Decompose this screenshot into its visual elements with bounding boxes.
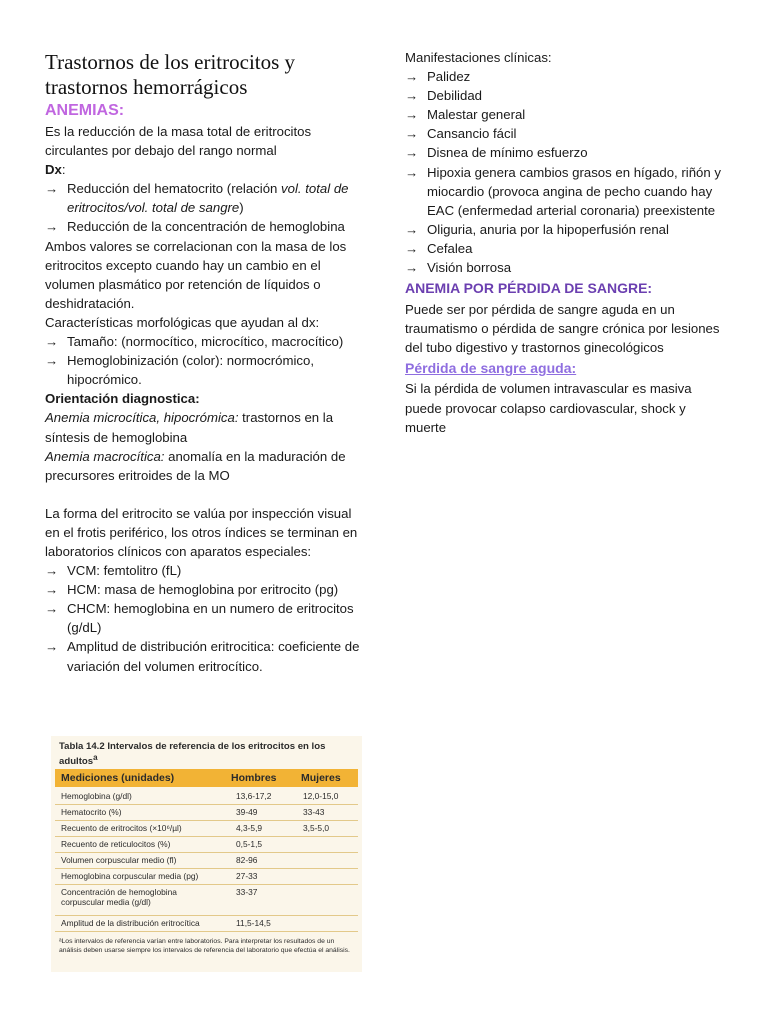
manifestation-item: [405, 220, 730, 239]
table-col-men: Hombres: [231, 772, 277, 784]
morph-item-color: [45, 351, 365, 389]
arrow-icon: →: [45, 601, 59, 617]
arrow-icon: →: [405, 69, 419, 85]
dx-item1-italic: vol. total de eritrocitos/vol. total de sangre: [67, 181, 349, 216]
title-line-2: trastornos hemorrágicos: [45, 75, 248, 99]
manifestation-text: Cansancio fácil: [427, 126, 517, 142]
index-item-vcm: [45, 561, 365, 580]
reference-table-image: [51, 736, 362, 972]
morph-item-size: [45, 332, 365, 351]
manifestations-list: [405, 67, 730, 277]
arrow-icon: →: [45, 334, 59, 350]
index-item1-text: VCM: femtolitro (fL): [67, 563, 182, 579]
left-column: [45, 50, 365, 676]
manifestation-item: [405, 67, 730, 86]
title-line-1: Trastornos de los eritrocitos y: [45, 50, 296, 74]
arrow-icon: →: [45, 639, 59, 655]
table-col-women: Mujeres: [301, 772, 341, 784]
arrow-icon: →: [405, 240, 419, 256]
dx-label: Dx: [45, 162, 62, 178]
dx-colon: :: [61, 162, 66, 178]
anemias-heading: ANEMIAS:: [45, 102, 125, 119]
blood-loss-text: Puede ser por pérdida de sangre aguda en un traumatismo o pérdida de sangre crónica por lesiones del tubo digestivo y trastornos ginecológicos: [405, 302, 720, 356]
table-cell-men: 39-49: [236, 807, 258, 817]
manifestation-item: [405, 239, 730, 258]
manifestation-item: [405, 124, 730, 143]
table-cell-name: Recuento de reticulocitos (%): [61, 839, 171, 849]
manifestation-item: [405, 143, 730, 162]
arrow-icon: →: [45, 219, 59, 235]
table-cell-name: Amplitud de la distribución eritrocítica: [61, 918, 200, 928]
arrow-icon: →: [405, 164, 419, 180]
manifestation-item: [405, 258, 730, 277]
manifestation-text: Cefalea: [427, 240, 473, 256]
table-caption-text: Tabla 14.2 Intervalos de referencia de los eritrocitos en los adultos: [59, 741, 326, 768]
arrow-icon: →: [405, 145, 419, 161]
manifestation-text: Visión borrosa: [427, 260, 512, 276]
table-row: [55, 820, 358, 837]
manifestation-text: Debilidad: [427, 88, 482, 104]
table-cell-men: 82-96: [236, 855, 258, 865]
index-item-chcm: [45, 599, 365, 637]
blood-loss-heading: ANEMIA POR PÉRDIDA DE SANGRE:: [405, 280, 653, 297]
table-col-measure: Mediciones (unidades): [61, 772, 175, 784]
anemia-definition: Es la reducción de la masa total de eritrocitos circulantes por debajo del rango normal: [45, 124, 312, 159]
morphology-intro: Características morfológicas que ayudan al dx:: [45, 314, 320, 330]
table-cell-men: 4,3-5,9: [236, 823, 263, 833]
manifestation-text: Malestar general: [427, 107, 526, 123]
table-cell-name: Hemoglobina (g/dl): [61, 791, 132, 801]
arrow-icon: →: [405, 107, 419, 123]
acute-loss-heading[interactable]: Pérdida de sangre aguda:: [405, 360, 577, 377]
index-item-rdw: [45, 637, 365, 675]
acute-loss-text: Si la pérdida de volumen intravascular es masiva puede provocar colapso cardiovascular, shock y muerte: [405, 381, 692, 435]
dx-item1-close: ): [239, 200, 244, 216]
orient1-italic: Anemia microcítica, hipocrómica:: [45, 410, 239, 426]
arrow-icon: →: [405, 126, 419, 142]
arrow-icon: →: [45, 582, 59, 598]
manifestations-intro: Manifestaciones clínicas:: [405, 50, 552, 65]
manifestation-text: Hipoxia genera cambios grasos en hígado, riñón y miocardio (provoca angina de pecho cuando hay EAC (enfermedad arterial coronaria) preexistente: [427, 164, 721, 218]
indices-list: [45, 561, 365, 676]
orient2-text: anomalía en la maduración de precursores eritroides de la MO: [45, 448, 346, 483]
table-row: [55, 868, 358, 885]
table-header: [55, 769, 358, 787]
orientation-macrocytic: [45, 447, 365, 485]
table-cell-men: 13,6-17,2: [236, 791, 272, 801]
morph-item2-text: Hemoglobinización (color): normocrómico, hipocrómico.: [67, 353, 314, 388]
dx-list: [45, 179, 365, 236]
dx-item2-text: Reducción de la concentración de hemoglobina: [67, 219, 345, 235]
orient1-text: trastornos en la síntesis de hemoglobina: [45, 410, 334, 445]
morph-item1-text: Tamaño: (normocítico, microcítico, macrocítico): [67, 334, 344, 350]
index-item2-text: HCM: masa de hemoglobina por eritrocito (pg): [67, 582, 339, 598]
table-cell-name: Concentración de hemoglobina corpuscular media (g/dl): [61, 887, 177, 907]
table-cell-women: 33-43: [303, 807, 325, 817]
table-row: [55, 788, 358, 805]
morphology-list: [45, 332, 365, 389]
arrow-icon: →: [405, 88, 419, 104]
manifestation-item: [405, 86, 730, 105]
dx-item-hemoglobin: [45, 217, 365, 236]
table-cell-name: Hematocrito (%): [61, 807, 122, 817]
orient2-italic: Anemia macrocítica:: [45, 448, 165, 464]
table-cell-men: 11,5-14,5: [236, 918, 271, 928]
orientation-heading: Orientación diagnostica:: [45, 391, 200, 407]
table-row: [55, 852, 358, 869]
manifestation-text: Palidez: [427, 69, 471, 85]
right-column: [405, 48, 730, 437]
table-caption-sup: a: [93, 753, 98, 762]
correlation-paragraph: Ambos valores se correlacionan con la masa de los eritrocitos excepto cuando hay un cambio en el volumen plasmático por retención de líquidos o deshidratación.: [45, 238, 347, 311]
table-cell-name: Volumen corpuscular medio (fl): [61, 855, 177, 865]
table-cell-women: 12,0-15,0: [303, 791, 339, 801]
manifestation-text: Oliguria, anuria por la hipoperfusión renal: [427, 221, 669, 237]
dx-item-hematocrit: [45, 179, 365, 217]
table-cell-men: 27-33: [236, 871, 258, 881]
manifestation-text: Disnea de mínimo esfuerzo: [427, 145, 588, 161]
table-footnote: ᵃLos intervalos de referencia varían entre laboratorios. Para interpretar los resultados de un análisis deben usarse siempre los intervalos de referencia del laboratorio que efectúa el análisis.: [59, 938, 350, 954]
table-cell-name: Recuento de eritrocitos (×10⁶/µl): [61, 823, 182, 833]
table-row: [55, 884, 358, 916]
index-item-hcm: [45, 580, 365, 599]
dx-item1-text: Reducción del hematocrito (relación: [67, 181, 282, 197]
orientation-microcytic: [45, 408, 365, 446]
table-cell-women: 3,5-5,0: [303, 823, 330, 833]
table-row: [55, 804, 358, 821]
dx-label-line: [45, 160, 365, 179]
manifestation-item: [405, 105, 730, 124]
table-cell-men: 0,5-1,5: [236, 839, 263, 849]
manifestation-item: [405, 163, 730, 220]
index-item3-text: CHCM: hemoglobina en un numero de eritrocitos (g/dL): [67, 601, 354, 636]
page-title: [45, 50, 365, 100]
table-row: [55, 836, 358, 853]
shape-paragraph: La forma del eritrocito se valúa por inspección visual en el frotis periférico, los otros índices se terminan en laboratorios clínicos con aparatos especiales:: [45, 505, 358, 559]
table-cell-men: 33-37: [236, 887, 258, 897]
arrow-icon: →: [405, 260, 419, 276]
spacer: [45, 485, 365, 504]
arrow-icon: →: [405, 221, 419, 237]
table-cell-name: Hemoglobina corpuscular media (pg): [61, 871, 199, 881]
table-caption: [59, 741, 349, 767]
index-item4-text: Amplitud de distribución eritrocitica: coeficiente de variación del volumen eritrocítico.: [67, 639, 360, 674]
arrow-icon: →: [45, 181, 59, 197]
table-row: [55, 915, 358, 932]
arrow-icon: →: [45, 563, 59, 579]
arrow-icon: →: [45, 353, 59, 369]
